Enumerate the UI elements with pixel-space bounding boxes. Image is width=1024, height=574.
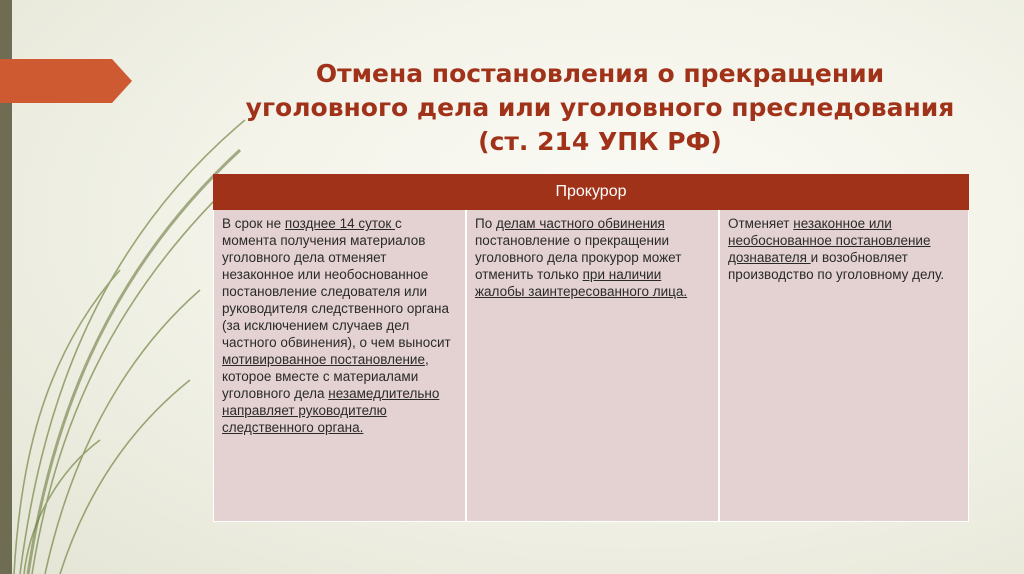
title-line-1: Отмена постановления о прекращении xyxy=(315,59,885,88)
underlined-text-segment: при наличии жалобы заинтересованного лица. xyxy=(475,267,688,299)
text-segment: Отменяет xyxy=(728,216,794,231)
underlined-text-segment: мотивированное постановление xyxy=(222,352,425,367)
text-segment: и возобновляет производство по уголовному делу. xyxy=(728,250,945,282)
table-header: Прокурор xyxy=(213,174,969,210)
cell-column-3 xyxy=(719,210,969,522)
underlined-text-segment: незаконное или необоснованное постановление дознавателя xyxy=(728,216,931,265)
table-row xyxy=(213,210,969,522)
underlined-text-segment: позднее 14 суток xyxy=(284,216,396,231)
arrow-tab-decoration xyxy=(0,59,132,103)
text-segment: , которое вместе с материалами уголовного дела xyxy=(222,352,429,401)
underlined-text-segment: незамедлительно направляет руководителю следственного органа. xyxy=(222,386,440,435)
title-line-2: уголовного дела или уголовного преследования xyxy=(245,93,955,122)
text-segment: По xyxy=(475,216,496,231)
prosecutor-table xyxy=(213,174,969,522)
text-segment: постановление о прекращении уголовного дела прокурор может отменить только xyxy=(475,233,682,282)
cell-column-2 xyxy=(466,210,719,522)
page-title xyxy=(230,57,970,159)
title-line-3: (ст. 214 УПК РФ) xyxy=(478,127,722,156)
text-segment: В срок не xyxy=(222,216,285,231)
underlined-text-segment: делам частного обвинения xyxy=(495,216,665,231)
text-segment: с момента получения материалов уголовного дела отменяет незаконное или необоснованное постановление следователя или руководителя следственного органа (за исключением случаев дел частного обвинения), о чем выносит xyxy=(222,216,451,350)
cell-column-1 xyxy=(213,210,466,522)
